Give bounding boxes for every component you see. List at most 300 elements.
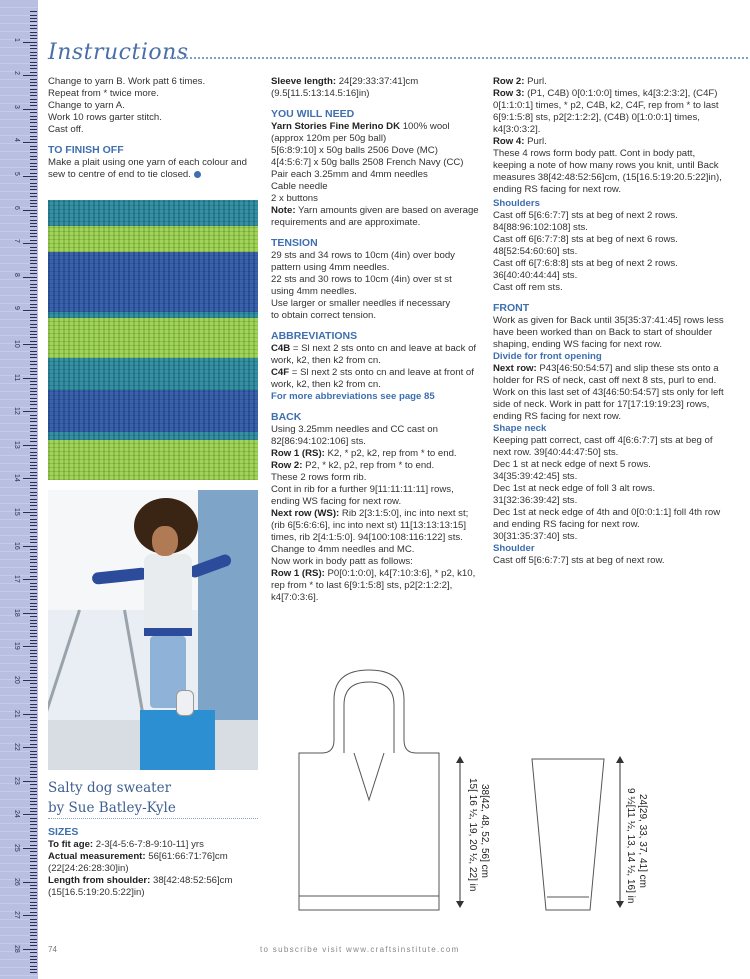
ruler-minor-tick [30, 845, 37, 846]
ruler-minor-tick [30, 875, 37, 876]
ruler-minor-tick [30, 58, 37, 59]
ruler-minor-tick [30, 670, 37, 671]
materials-line: Pair each 3.25mm and 4mm needles [271, 169, 428, 180]
ruler-minor-tick [30, 82, 37, 83]
ruler-minor-tick [30, 956, 37, 957]
neck-line: Keeping patt correct, cast off 4[6:6:7:7] sts at beg of next row. 39[40:44:47:50] sts. [493, 435, 713, 458]
ruler-minor-tick [30, 284, 37, 285]
page-header [48, 40, 748, 66]
ruler-minor-tick [30, 267, 37, 268]
instruction-line: Cast off. [48, 124, 84, 135]
body-row1-text: P0[0:1:0:0], k4[7:10:3:6], * p2, k10, rep from * to last 6[9:1:5:8] sts, p2[2:1:2:2], k4[7:0:3:6]. [271, 568, 476, 603]
ruler-minor-tick [30, 868, 37, 869]
ruler-minor-tick [30, 347, 37, 348]
c4b-text: = Sl next 2 sts onto cn and leave at back of work, k2, then k2 from cn. [271, 343, 477, 366]
change-line: Now work in body patt as follows: [271, 556, 413, 567]
ruler-minor-tick [30, 788, 37, 789]
r3-label: Row 3: [493, 88, 525, 99]
ruler-minor-tick [30, 250, 37, 251]
ruler-minor-tick [30, 15, 37, 16]
end-bullet-icon [194, 171, 201, 178]
ruler-minor-tick [30, 811, 37, 812]
shoulders-line: 48[52:54:60:60] sts. [493, 246, 578, 257]
tension-line: 22 sts and 30 rows to 10cm (4in) over st st [271, 274, 452, 285]
ruler-minor-tick [30, 398, 37, 399]
ruler-major-tick [23, 176, 37, 177]
c4b-label: C4B [271, 343, 291, 354]
ruler-minor-tick [30, 898, 37, 899]
divide-label: Next row: [493, 363, 537, 374]
ruler-minor-tick [30, 304, 37, 305]
ruler-minor-tick [30, 334, 37, 335]
ruler-minor-tick [30, 700, 37, 701]
ruler-minor-tick [30, 609, 37, 610]
ruler-minor-tick [30, 730, 37, 731]
ruler-minor-tick [30, 693, 37, 694]
ruler-minor-tick [30, 391, 37, 392]
ruler-minor-tick [30, 431, 37, 432]
ruler-major-tick [23, 848, 37, 849]
ruler-minor-tick [30, 203, 37, 204]
ruler-minor-tick [30, 213, 37, 214]
ruler-label: 20 [13, 676, 20, 684]
shoulders-line: Cast off 6[6:7:7:8] sts at beg of next 6 rows. [493, 234, 678, 245]
ruler-label: 16 [13, 541, 20, 550]
ruler-minor-tick [30, 270, 37, 271]
ruler-minor-tick [30, 505, 37, 506]
ruler-minor-tick [30, 448, 37, 449]
ruler-minor-tick [30, 623, 37, 624]
ruler-major-tick [23, 546, 37, 547]
ruler-major-tick [23, 747, 37, 748]
front-text: Work as given for Back until 35[35:37:41:45] rows less have been worked than on Back to start of shoulder shaping, ending WS facing for next row. [493, 315, 724, 350]
note-text: Yarn amounts given are based on average requirements and are approximate. [271, 205, 479, 228]
ruler-label: 19 [13, 642, 20, 651]
shoulders-line: Cast off 5[6:6:7:7] sts at beg of next 2 rows. [493, 210, 678, 221]
divide-text: P43[46:50:54:57] and slip these sts onto a holder for RS of neck, cast off next 8 sts, purl to end. [493, 363, 719, 386]
subscribe-link[interactable]: to subscribe visit www.craftsinstitute.com [260, 945, 460, 954]
ruler-minor-tick [30, 189, 37, 190]
sleeve-length-label: Sleeve length: [271, 76, 337, 87]
ruler-minor-tick [30, 65, 37, 66]
sizes-heading: SIZES [48, 826, 79, 838]
fit-age-value: 2-3[4-5:6-7:8-9:10-11] yrs [95, 839, 204, 850]
ruler-minor-tick [30, 438, 37, 439]
ruler-minor-tick [30, 751, 37, 752]
ruler-major-tick [23, 781, 37, 782]
sleeve-length-cm: 24[29, 33, 37, 41] cm [637, 794, 648, 888]
neck-line: Dec 1st at neck edge of 4th and 0[0:0:1:1] foll 4th row and ending RS facing for next row. [493, 507, 721, 530]
ruler-minor-tick [30, 559, 37, 560]
neck-line: 34[35:39:42:45] sts. [493, 471, 578, 482]
ruler-minor-tick [30, 223, 37, 224]
ruler-minor-tick [30, 791, 37, 792]
ruler-minor-tick [30, 704, 37, 705]
ruler-minor-tick [30, 341, 37, 342]
ruler-minor-tick [30, 263, 37, 264]
header-divider [166, 57, 748, 59]
ruler-minor-tick [30, 835, 37, 836]
ruler-minor-tick [30, 25, 37, 26]
body-schematic [296, 660, 446, 915]
ruler-label: 4 [13, 138, 20, 143]
ruler-label: 8 [13, 272, 20, 277]
ruler-minor-tick [30, 129, 37, 130]
ruler-minor-tick [30, 169, 37, 170]
shoulders-line: Cast off rem sts. [493, 282, 563, 293]
ruler-minor-tick [30, 801, 37, 802]
ruler-minor-tick [30, 499, 37, 500]
ruler-minor-tick [30, 942, 37, 943]
ruler-minor-tick [30, 831, 37, 832]
ruler-minor-tick [30, 656, 37, 657]
tension-line: to obtain correct tension. [271, 310, 377, 321]
ruler-minor-tick [30, 633, 37, 634]
ruler-label: 2 [13, 71, 20, 76]
ruler-minor-tick [30, 872, 37, 873]
ruler-minor-tick [30, 566, 37, 567]
more-abbreviations-link[interactable]: For more abbreviations see page 85 [271, 391, 435, 402]
ruler-minor-tick [30, 394, 37, 395]
ruler-minor-tick [30, 112, 37, 113]
ruler-minor-tick [30, 371, 37, 372]
change-line: Change to 4mm needles and MC. [271, 544, 415, 555]
ruler-minor-tick [30, 593, 37, 594]
ruler-minor-tick [30, 216, 37, 217]
ruler-minor-tick [30, 640, 37, 641]
ruler-label: 12 [13, 407, 20, 415]
measuring-ruler [0, 0, 38, 979]
row2-text: P2, * k2, p2, rep from * to end. [305, 460, 435, 471]
ruler-minor-tick [30, 556, 37, 557]
actual-measurement-inches: (22[24:26:28:30]in) [48, 863, 129, 874]
ruler-minor-tick [30, 660, 37, 661]
ruler-minor-tick [30, 851, 37, 852]
length-inches: (15[16.5:19:20.5:22]in) [48, 887, 145, 898]
sleeve-schematic [528, 755, 608, 915]
ruler-minor-tick [30, 586, 37, 587]
ruler-minor-tick [30, 784, 37, 785]
neck-line: 31[32:36:39:42] sts. [493, 495, 578, 506]
ruler-label: 5 [13, 172, 20, 176]
ruler-minor-tick [30, 193, 37, 194]
ruler-minor-tick [30, 287, 37, 288]
ruler-major-tick [23, 42, 37, 43]
ruler-minor-tick [30, 589, 37, 590]
ruler-label: 21 [13, 709, 20, 718]
ruler-label: 23 [13, 776, 20, 785]
ruler-minor-tick [30, 532, 37, 533]
ruler-major-tick [23, 714, 37, 715]
ruler-label: 10 [13, 340, 20, 348]
ruler-minor-tick [30, 28, 37, 29]
materials-line: (approx 120m per 50g ball) [271, 133, 387, 144]
ruler-minor-tick [30, 620, 37, 621]
ruler-major-tick [23, 949, 37, 950]
shoulder-text: Cast off 5[6:6:7:7] sts at beg of next row. [493, 555, 665, 566]
ruler-minor-tick [30, 132, 37, 133]
ruler-minor-tick [30, 317, 37, 318]
ruler-minor-tick [30, 482, 37, 483]
ruler-minor-tick [30, 542, 37, 543]
ruler-label: 17 [13, 575, 20, 583]
ruler-major-tick [23, 277, 37, 278]
ruler-major-tick [23, 814, 37, 815]
ruler-minor-tick [30, 452, 37, 453]
ruler-minor-tick [30, 529, 37, 530]
ruler-minor-tick [30, 861, 37, 862]
ruler-minor-tick [30, 677, 37, 678]
ruler-minor-tick [30, 62, 37, 63]
ruler-minor-tick [30, 314, 37, 315]
ruler-minor-tick [30, 804, 37, 805]
ruler-major-tick [23, 75, 37, 76]
finish-text: Make a plait using one yarn of each colour and sew to centre of end to tie closed. [48, 157, 247, 180]
ruler-minor-tick [30, 697, 37, 698]
ruler-major-tick [23, 613, 37, 614]
ruler-minor-tick [30, 509, 37, 510]
you-will-need-heading: YOU WILL NEED [271, 108, 355, 120]
ruler-minor-tick [30, 240, 37, 241]
ruler-minor-tick [30, 485, 37, 486]
ruler-major-tick [23, 109, 37, 110]
ruler-minor-tick [30, 327, 37, 328]
ruler-minor-tick [30, 156, 37, 157]
ruler-minor-tick [30, 616, 37, 617]
ruler-minor-tick [30, 92, 37, 93]
ruler-minor-tick [30, 905, 37, 906]
pattern-name: Salty dog sweater [48, 780, 172, 796]
ruler-minor-tick [30, 808, 37, 809]
ruler-label: 26 [13, 877, 20, 886]
ruler-minor-tick [30, 522, 37, 523]
ruler-minor-tick [30, 468, 37, 469]
ruler-minor-tick [30, 173, 37, 174]
ruler-minor-tick [30, 21, 37, 22]
ruler-major-tick [23, 579, 37, 580]
ruler-label: 24 [13, 810, 20, 819]
r2-text: Purl. [527, 76, 547, 87]
ruler-minor-tick [30, 196, 37, 197]
row1-text: K2, * p2, k2, rep from * to end. [327, 448, 457, 459]
ruler-minor-tick [30, 233, 37, 234]
ruler-minor-tick [30, 200, 37, 201]
ruler-label: 13 [13, 440, 20, 449]
ruler-minor-tick [30, 361, 37, 362]
ruler-minor-tick [30, 95, 37, 96]
ruler-minor-tick [30, 455, 37, 456]
ruler-minor-tick [30, 435, 37, 436]
ruler-minor-tick [30, 757, 37, 758]
ruler-label: 15 [13, 508, 20, 516]
divide-text-2: Work on this last set of 43[46:50:54:57] sts only for left side of neck. Work in patt for 17[17:19:19:23] rows, ending RS facing for next row. [493, 387, 724, 422]
ruler-label: 18 [13, 608, 20, 617]
sleeve-length-in: 9 ½[11 ½, 13, 14 ½, 16] in [625, 788, 636, 904]
ruler-minor-tick [30, 919, 37, 920]
ruler-minor-tick [30, 418, 37, 419]
fit-age-label: To fit age: [48, 839, 94, 850]
ruler-minor-tick [30, 536, 37, 537]
ruler-minor-tick [30, 159, 37, 160]
ruler-minor-tick [30, 754, 37, 755]
materials-line: Cable needle [271, 181, 328, 192]
ruler-minor-tick [30, 163, 37, 164]
note-label: Note: [271, 205, 296, 216]
length-label: Length from shoulder: [48, 875, 151, 886]
ruler-minor-tick [30, 52, 37, 53]
ruler-minor-tick [30, 734, 37, 735]
ruler-label: 3 [13, 104, 20, 109]
c4f-text: = Sl next 2 sts onto cn and leave at front of work, k2, then k2 from cn. [271, 367, 474, 390]
ruler-minor-tick [30, 878, 37, 879]
actual-measurement-value: 56[61:66:71:76]cm [148, 851, 228, 862]
ruler-minor-tick [30, 569, 37, 570]
ruler-minor-tick [30, 11, 37, 12]
neck-line: Dec 1 st at neck edge of next 5 rows. [493, 459, 651, 470]
row2-label: Row 2: [271, 460, 303, 471]
column-3 [493, 76, 725, 567]
ruler-minor-tick [30, 966, 37, 967]
ruler-minor-tick [30, 892, 37, 893]
rib-line: Cont in rib for a further 9[11:11:11:11] rows, ending WS facing for next row. [271, 484, 454, 507]
body-length-in: 15[ 16 ½, 19, 20 ½, 22] in [467, 778, 478, 892]
ruler-minor-tick [30, 727, 37, 728]
ruler-minor-tick [30, 374, 37, 375]
ruler-minor-tick [30, 519, 37, 520]
ruler-major-tick [23, 142, 37, 143]
ruler-minor-tick [30, 828, 37, 829]
ruler-minor-tick [30, 354, 37, 355]
ruler-minor-tick [30, 257, 37, 258]
ruler-minor-tick [30, 475, 37, 476]
ruler-minor-tick [30, 744, 37, 745]
ruler-minor-tick [30, 294, 37, 295]
instruction-line: Repeat from * twice more. [48, 88, 159, 99]
ruler-minor-tick [30, 230, 37, 231]
ruler-minor-tick [30, 855, 37, 856]
ruler-minor-tick [30, 85, 37, 86]
ruler-minor-tick [30, 488, 37, 489]
shoulders-heading: Shoulders [493, 198, 540, 209]
ruler-minor-tick [30, 324, 37, 325]
ruler-minor-tick [30, 737, 37, 738]
ruler-minor-tick [30, 273, 37, 274]
ruler-minor-tick [30, 939, 37, 940]
tension-line: using 4mm needles. [271, 286, 357, 297]
divide-heading: Divide for front opening [493, 351, 602, 362]
ruler-major-tick [23, 310, 37, 311]
ruler-major-tick [23, 344, 37, 345]
ruler-major-tick [23, 243, 37, 244]
instruction-line: Change to yarn B. Work patt 6 times. [48, 76, 206, 87]
ruler-minor-tick [30, 206, 37, 207]
ruler-minor-tick [30, 539, 37, 540]
ruler-minor-tick [30, 337, 37, 338]
sleeve-length-value: 24[29:33:37:41]cm [338, 76, 419, 87]
ruler-minor-tick [30, 653, 37, 654]
ruler-minor-tick [30, 253, 37, 254]
yarn-fibre: 100% wool [402, 121, 450, 132]
row1-label: Row 1 (RS): [271, 448, 325, 459]
ruler-minor-tick [30, 55, 37, 56]
ruler-minor-tick [30, 962, 37, 963]
body-patt-text: These 4 rows form body patt. Cont in body patt, keeping a note of how many rows you knit, until Back measures 38[42:48:52:56]cm, (15[16.5:19:20.5:22]in), ending RS facing for next row. [493, 148, 722, 195]
ruler-label: 9 [13, 306, 20, 311]
ruler-minor-tick [30, 767, 37, 768]
ruler-minor-tick [30, 307, 37, 308]
ruler-minor-tick [30, 89, 37, 90]
ruler-minor-tick [30, 576, 37, 577]
shape-neck-heading: Shape neck [493, 423, 547, 434]
ruler-minor-tick [30, 865, 37, 866]
page-title: Instructions [48, 40, 189, 65]
next-row-text: Rib 2[3:1:5:0], inc into next st; (rib 6[5:6:6:6], inc into next st) 11[13:13:13:15] times, rib 2[4:1:5:0]. 94[100:108:116:122] sts. [271, 508, 469, 543]
ruler-minor-tick [30, 935, 37, 936]
ruler-minor-tick [30, 166, 37, 167]
instruction-line: Change to yarn A. [48, 100, 125, 111]
ruler-minor-tick [30, 724, 37, 725]
body-length-cm: 38[42, 48, 52, 56] cm [479, 784, 490, 878]
ruler-minor-tick [30, 932, 37, 933]
ruler-major-tick [23, 378, 37, 379]
ruler-minor-tick [30, 969, 37, 970]
ruler-minor-tick [30, 119, 37, 120]
ruler-minor-tick [30, 492, 37, 493]
neck-line: 30[31:35:37:40] sts. [493, 531, 578, 542]
ruler-minor-tick [30, 384, 37, 385]
ruler-minor-tick [30, 331, 37, 332]
ruler-minor-tick [30, 902, 37, 903]
ruler-minor-tick [30, 572, 37, 573]
ruler-label: 27 [13, 911, 20, 919]
back-intro: Using 3.25mm needles and CC cast on 82[86:94:102:106] sts. [271, 424, 438, 447]
ruler-minor-tick [30, 441, 37, 442]
title-divider [48, 818, 258, 819]
ruler-minor-tick [30, 525, 37, 526]
ruler-minor-tick [30, 774, 37, 775]
ruler-minor-tick [30, 777, 37, 778]
front-heading: FRONT [493, 302, 530, 314]
ruler-minor-tick [30, 220, 37, 221]
ruler-minor-tick [30, 415, 37, 416]
ruler-major-tick [23, 680, 37, 681]
tension-line: pattern using 4mm needles. [271, 262, 390, 273]
ruler-label: 1 [13, 37, 20, 42]
ruler-minor-tick [30, 462, 37, 463]
ruler-minor-tick [30, 912, 37, 913]
ruler-minor-tick [30, 895, 37, 896]
ruler-minor-tick [30, 824, 37, 825]
sleeve-length-inches: (9.5[11.5:13:14.5:16]in) [271, 88, 370, 99]
ruler-minor-tick [30, 472, 37, 473]
sizes-block [48, 826, 263, 899]
tension-line: Use larger or smaller needles if necessary [271, 298, 451, 309]
ruler-minor-tick [30, 690, 37, 691]
ruler-minor-tick [30, 929, 37, 930]
column-1 [48, 76, 258, 181]
ruler-minor-tick [30, 465, 37, 466]
ruler-minor-tick [30, 364, 37, 365]
ruler-minor-tick [30, 495, 37, 496]
tension-line: 29 sts and 34 rows to 10cm (4in) over body [271, 250, 455, 261]
ruler-label: 6 [13, 205, 20, 210]
ruler-minor-tick [30, 388, 37, 389]
ruler-minor-tick [30, 152, 37, 153]
ruler-minor-tick [30, 18, 37, 19]
ruler-minor-tick [30, 357, 37, 358]
ruler-minor-tick [30, 717, 37, 718]
ruler-minor-tick [30, 908, 37, 909]
